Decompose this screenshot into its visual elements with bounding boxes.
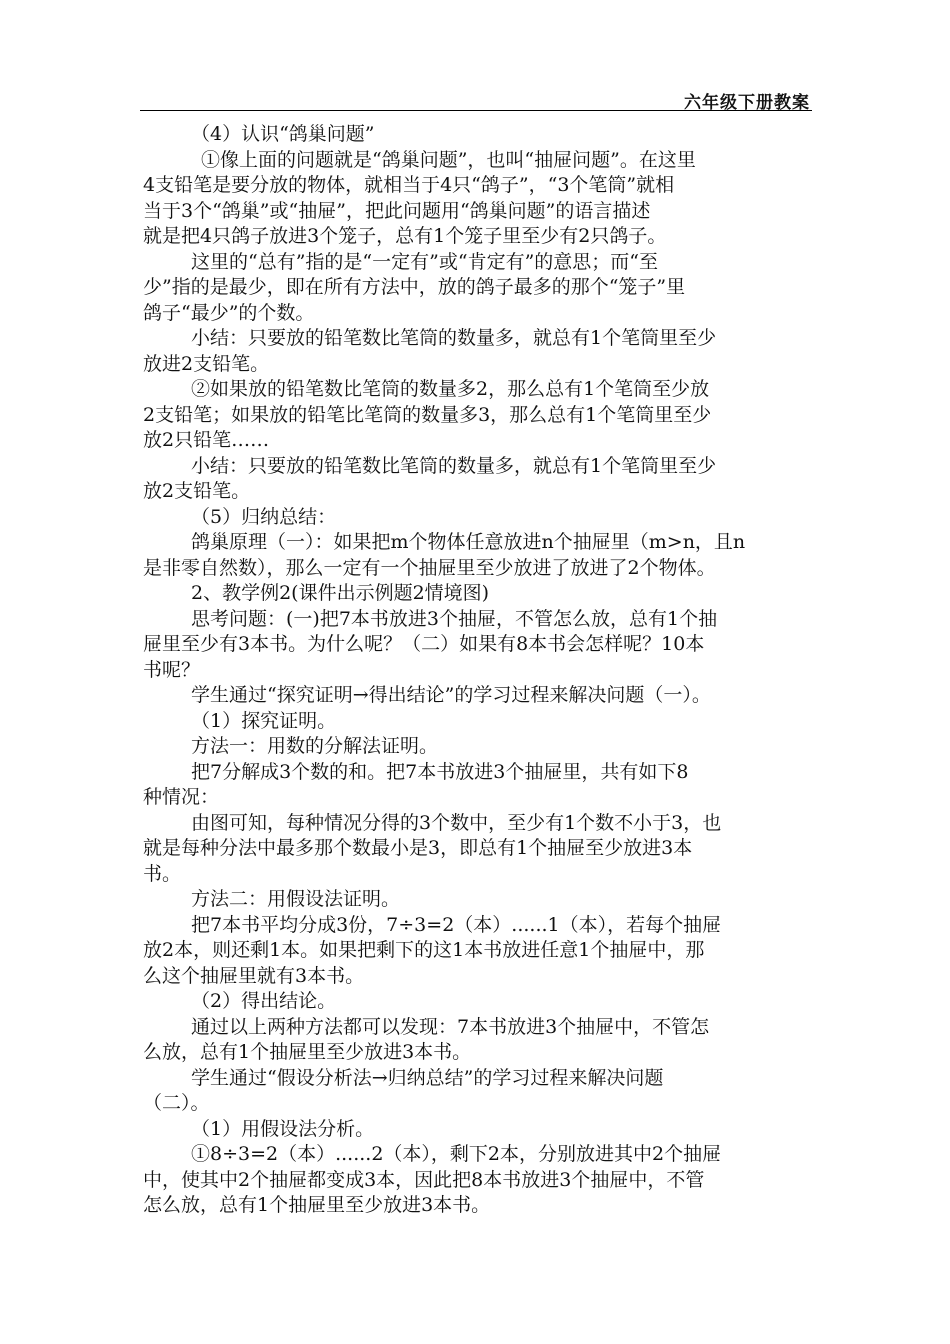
text-line: （5）归纳总结： <box>191 505 337 528</box>
text-line: 少”指的是最少，即在所有方法中，放的鸽子最多的那个“笼子”里 <box>143 276 686 298</box>
text-line: 就是每种分法中最多那个数最小是3，即总有1个抽屉至少放进3本 <box>143 837 693 859</box>
text-line: （二）。 <box>143 1092 210 1114</box>
text-line: 么放，总有1个抽屉里至少放进3本书。 <box>143 1041 472 1063</box>
text-line: 就是把4只鸽子放进3个笼子，总有1个笼子里至少有2只鸽子。 <box>143 225 667 247</box>
text-line: ②如果放的铅笔数比笔筒的数量多2，那么总有1个笔筒至少放 <box>191 378 710 400</box>
text-line: 当于3个“鸽巢”或“抽屉”，把此问题用“鸽巢问题”的语言描述 <box>143 199 651 222</box>
text-line: 4支铅笔是要分放的物体，就相当于4只“鸽子”，“3个笔筒”就相 <box>143 174 675 196</box>
text-line: 把7分解成3个数的和。把7本书放进3个抽屉里，共有如下8 <box>191 760 689 783</box>
text-line: 放2本，则还剩1本。如果把剩下的这1本书放进任意1个抽屉中，那 <box>143 939 705 961</box>
text-line: 方法一：用数的分解法证明。 <box>191 735 439 757</box>
text-line: 小结：只要放的铅笔数比笔筒的数量多，就总有1个笔筒里至少 <box>191 454 717 477</box>
text-line: 书呢？ <box>143 658 201 681</box>
text-line: ①像上面的问题就是“鸽巢问题”，也叫“抽屉问题”。在这里 <box>201 148 696 171</box>
text-line: 是非零自然数），那么一定有一个抽屉里至少放进了放进了2个物体。 <box>143 556 716 579</box>
text-line: （4）认识“鸽巢问题” <box>191 123 375 145</box>
text-line: 方法二：用假设法证明。 <box>191 888 401 910</box>
text-line: 么这个抽屉里就有3本书。 <box>143 964 365 987</box>
text-line: 2支铅笔；如果放的铅笔比笔筒的数量多3，那么总有1个笔筒里至少 <box>143 403 712 426</box>
text-line: 屉里至少有3本书。为什么呢？（二）如果有8本书会怎样呢？10本 <box>143 633 705 655</box>
text-line: 中，使其中2个抽屉都变成3本，因此把8本书放进3个抽屉中，不管 <box>143 1168 705 1191</box>
text-line: 放2支铅笔。 <box>143 480 251 502</box>
text-line: 放2只铅笔…… <box>143 429 270 451</box>
text-line: 书。 <box>143 862 182 885</box>
text-line: 鸽巢原理（一）：如果把m个物体任意放进n个抽屉里（m>n，且n <box>191 531 746 553</box>
text-line: 2、教学例2(课件出示例题2情境图) <box>191 582 490 604</box>
text-line: 这里的“总有”指的是“一定有”或“肯定有”的意思；而“至 <box>191 250 658 273</box>
text-line: 思考问题：(一)把7本书放进3个抽屉，不管怎么放，总有1个抽 <box>191 607 718 630</box>
text-line: 鸽子“最少”的个数。 <box>143 301 315 324</box>
text-line: 种情况： <box>143 786 220 808</box>
page-header <box>140 86 812 111</box>
document-body <box>143 122 815 1219</box>
text-line: （1）探究证明。 <box>191 709 337 732</box>
text-line: 放进2支铅笔。 <box>143 352 270 375</box>
text-line: 把7本书平均分成3份，7÷3=2（本）......1（本），若每个抽屉 <box>191 913 722 936</box>
text-line: 学生通过“假设分析法→归纳总结”的学习过程来解决问题 <box>191 1066 664 1089</box>
text-line: ①8÷3=2（本）......2（本），剩下2本，分别放进其中2个抽屉 <box>191 1143 722 1165</box>
header-title: 六年级下册教案 <box>684 93 810 113</box>
text-line: 学生通过“探究证明→得出结论”的学习过程来解决问题（一）。 <box>191 684 711 706</box>
text-line: （1）用假设法分析。 <box>191 1117 375 1140</box>
text-line: 通过以上两种方法都可以发现：7本书放进3个抽屉中，不管怎 <box>191 1015 710 1038</box>
text-line: （2）得出结论。 <box>191 990 337 1012</box>
text-line: 由图可知，每种情况分得的3个数中，至少有1个数不小于3，也 <box>191 811 722 834</box>
text-line: 小结：只要放的铅笔数比笔筒的数量多，就总有1个笔筒里至少 <box>191 327 717 349</box>
text-line: 怎么放，总有1个抽屉里至少放进3本书。 <box>143 1194 491 1216</box>
